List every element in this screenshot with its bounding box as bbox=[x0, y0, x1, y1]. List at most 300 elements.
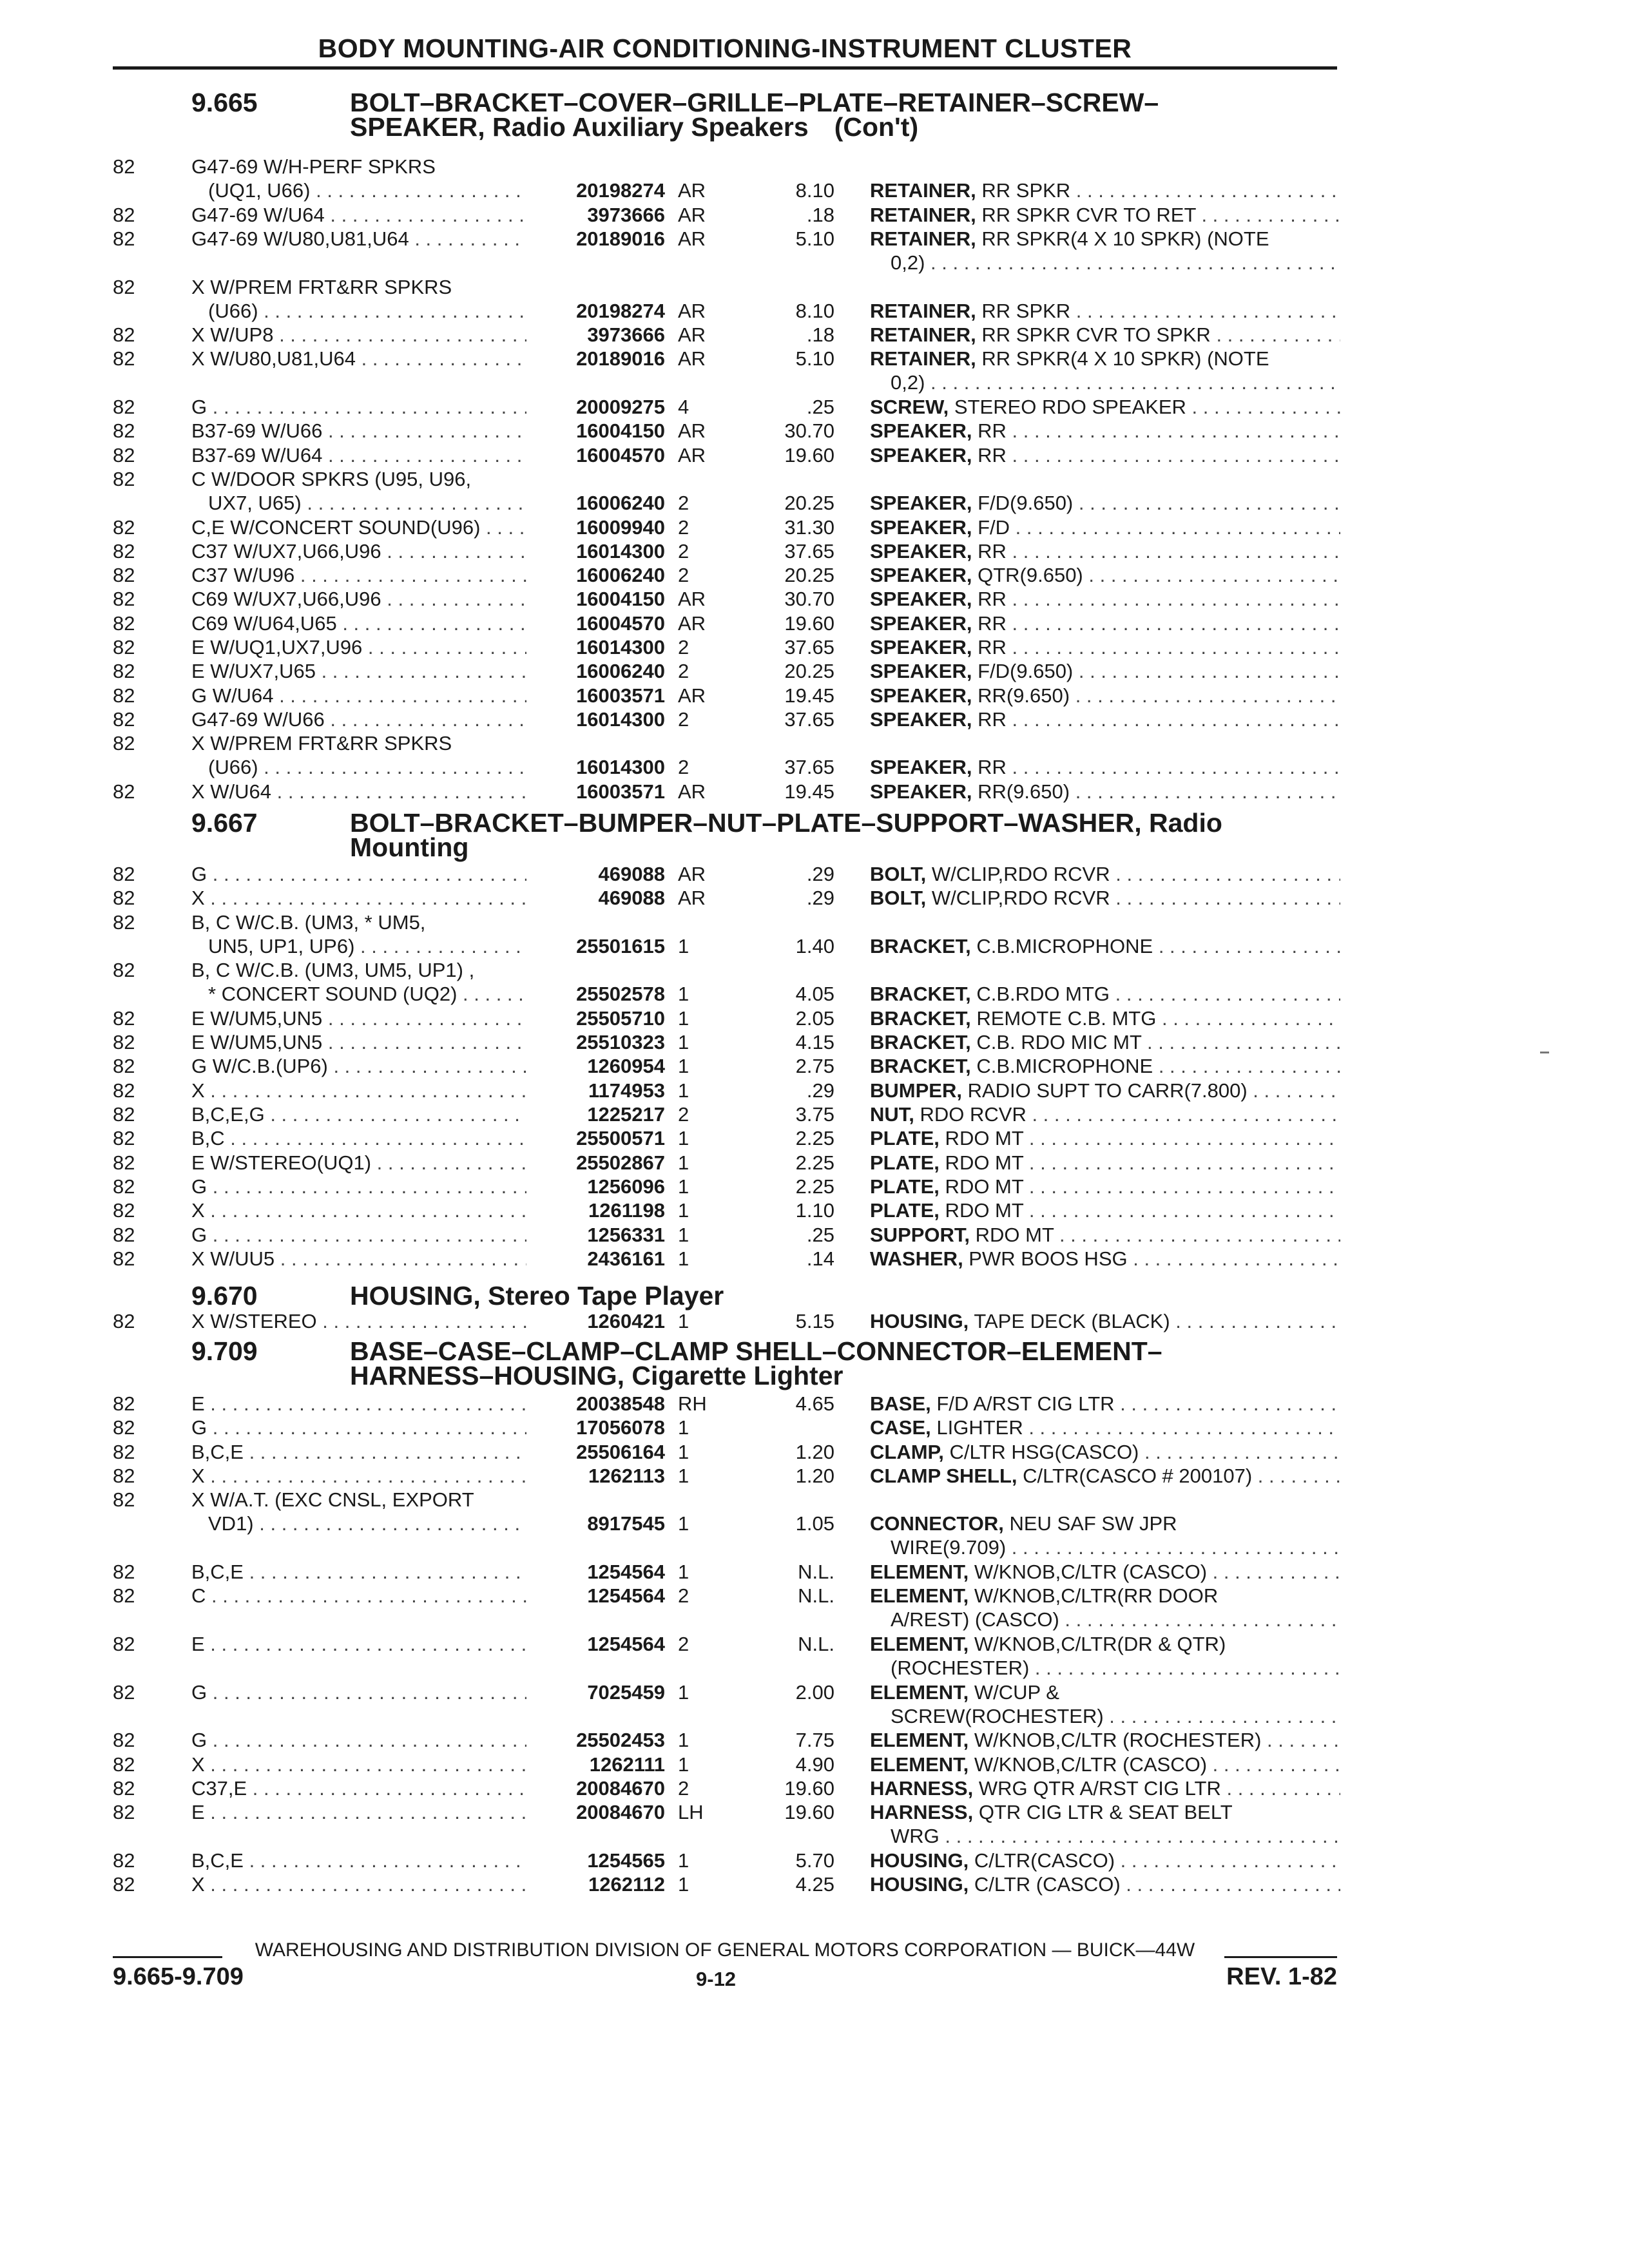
part-description bbox=[870, 611, 1340, 635]
description-line: HARNESS, WRG QTR A/RST CIG LTR . . . bbox=[870, 1776, 1340, 1800]
model-year: 82 bbox=[113, 611, 135, 635]
model-application bbox=[191, 1030, 526, 1054]
model-application bbox=[191, 731, 526, 779]
model-line: X W/STEREO . . . bbox=[191, 1309, 526, 1333]
description-line: WASHER, PWR BOOS HSG . . . bbox=[870, 1247, 1340, 1271]
description-line: SPEAKER, RR . . . bbox=[870, 539, 1340, 563]
section-title bbox=[350, 1281, 1445, 1311]
quantity: 1 bbox=[678, 1729, 689, 1752]
description-line: SCREW(ROCHESTER) . . . bbox=[870, 1704, 1340, 1728]
model-year: 82 bbox=[113, 443, 135, 466]
description-line: HARNESS, QTR CIG LTR & SEAT BELT bbox=[870, 1801, 1233, 1824]
model-application bbox=[191, 910, 526, 958]
description-line: CONNECTOR, NEU SAF SW JPR bbox=[870, 1512, 1177, 1535]
model-application bbox=[191, 203, 526, 227]
model-line: * CONCERT SOUND (UQ2) . . . bbox=[191, 982, 526, 1006]
list-price: 2.75 bbox=[795, 1055, 834, 1078]
description-line: CLAMP SHELL, C/LTR(CASCO # 200107) . . . bbox=[870, 1464, 1340, 1488]
model-year: 82 bbox=[113, 515, 135, 539]
description-line: BUMPER, RADIO SUPT TO CARR(7.800) . . . bbox=[870, 1079, 1340, 1102]
model-line: B37-69 W/U66 . . . bbox=[191, 419, 526, 443]
model-application bbox=[191, 958, 526, 1006]
model-line: G . . . bbox=[191, 1175, 526, 1198]
model-line: G47-69 W/H-PERF SPKRS bbox=[191, 155, 436, 178]
model-line: B, C W/C.B. (UM3, * UM5, bbox=[191, 910, 426, 934]
model-year: 82 bbox=[113, 1310, 135, 1332]
model-year: 82 bbox=[113, 1031, 135, 1054]
section-continued-label: (Con't) bbox=[834, 112, 919, 142]
model-year: 82 bbox=[113, 732, 135, 755]
model-year: 82 bbox=[113, 564, 135, 587]
model-line: C W/DOOR SPKRS (U95, U96, bbox=[191, 467, 472, 490]
part-description bbox=[870, 1416, 1340, 1439]
list-price: N.L. bbox=[798, 1561, 834, 1584]
model-application bbox=[191, 1223, 526, 1247]
part-description bbox=[870, 635, 1340, 659]
description-line: SPEAKER, RR . . . bbox=[870, 587, 1340, 611]
quantity: 1 bbox=[678, 1006, 689, 1030]
part-number: 16014300 bbox=[576, 707, 665, 731]
quantity: 1 bbox=[678, 1127, 689, 1150]
part-name: RETAINER, bbox=[870, 323, 976, 347]
quantity: 2 bbox=[678, 1584, 689, 1608]
list-price: 20.25 bbox=[784, 492, 834, 515]
model-line: E W/UQ1,UX7,U96 . . . bbox=[191, 635, 526, 659]
quantity: 1 bbox=[678, 1464, 689, 1487]
part-number: 1256331 bbox=[587, 1223, 665, 1246]
model-year: 82 bbox=[113, 1006, 135, 1030]
description-line: ELEMENT, W/CUP & bbox=[870, 1680, 1059, 1704]
model-line: G . . . bbox=[191, 1223, 526, 1247]
part-number: 1261198 bbox=[588, 1199, 665, 1222]
quantity: AR bbox=[678, 203, 706, 226]
part-description bbox=[870, 1800, 1340, 1848]
quantity: AR bbox=[678, 227, 706, 250]
description-line: BOLT, W/CLIP,RDO RCVR . . . bbox=[870, 886, 1340, 910]
model-application bbox=[191, 1126, 526, 1150]
part-name: RETAINER, bbox=[870, 227, 976, 250]
model-application bbox=[191, 539, 526, 563]
footer-section-range: 9.665-9.709 bbox=[113, 1963, 244, 1990]
model-application bbox=[191, 1175, 526, 1198]
part-description bbox=[870, 347, 1340, 394]
part-number: 20198274 bbox=[576, 179, 665, 202]
footer-page-number: 9-12 bbox=[696, 1968, 737, 1990]
model-year: 82 bbox=[113, 1873, 135, 1896]
description-line: BASE, F/D A/RST CIG LTR . . . bbox=[870, 1392, 1340, 1416]
model-year: 82 bbox=[113, 1199, 135, 1222]
section-number: 9.709 bbox=[191, 1336, 258, 1366]
quantity: AR bbox=[678, 323, 706, 347]
model-application bbox=[191, 395, 526, 419]
description-line: HOUSING, TAPE DECK (BLACK) . . . bbox=[870, 1309, 1340, 1333]
description-line: RETAINER, RR SPKR . . . bbox=[870, 299, 1340, 323]
part-number: 25501615 bbox=[576, 934, 665, 957]
quantity: 1 bbox=[678, 1512, 689, 1535]
model-line: X W/PREM FRT&RR SPKRS bbox=[191, 732, 452, 755]
model-line: B,C,E . . . bbox=[191, 1849, 526, 1872]
quantity: 1 bbox=[678, 1223, 689, 1246]
model-year: 82 bbox=[113, 1223, 135, 1246]
part-number: 25506164 bbox=[576, 1440, 665, 1463]
list-price: 4.25 bbox=[795, 1873, 834, 1896]
model-line: UN5, UP1, UP6) . . . bbox=[191, 934, 526, 958]
model-year: 82 bbox=[113, 1440, 135, 1463]
description-line: SPEAKER, F/D . . . bbox=[870, 515, 1340, 539]
part-description bbox=[870, 1464, 1340, 1488]
part-name: SPEAKER, bbox=[870, 707, 972, 731]
section-title-line: BOLT–BRACKET–COVER–GRILLE–PLATE–RETAINER–SCREW– bbox=[350, 88, 1159, 117]
part-name: BRACKET, bbox=[870, 1031, 971, 1054]
part-name: ELEMENT, bbox=[870, 1561, 969, 1584]
list-price: 19.45 bbox=[784, 780, 834, 803]
model-line: X W/UU5 . . . bbox=[191, 1247, 526, 1271]
part-description bbox=[870, 1632, 1340, 1680]
model-application bbox=[191, 1151, 526, 1175]
model-application bbox=[191, 1776, 526, 1800]
part-number: 1174953 bbox=[588, 1079, 665, 1102]
list-price: 37.65 bbox=[784, 756, 834, 779]
model-line: (U66) . . . bbox=[191, 755, 526, 779]
model-line: X W/PREM FRT&RR SPKRS bbox=[191, 275, 452, 298]
model-year: 82 bbox=[113, 347, 135, 370]
list-price: 19.60 bbox=[784, 443, 834, 466]
description-line: ELEMENT, W/KNOB,C/LTR (CASCO) . . . bbox=[870, 1753, 1340, 1776]
model-year: 82 bbox=[113, 660, 135, 683]
model-application bbox=[191, 862, 526, 886]
part-number: 1225217 bbox=[587, 1103, 665, 1126]
part-description bbox=[870, 1175, 1340, 1198]
part-name: BRACKET, bbox=[870, 1055, 971, 1078]
model-year: 82 bbox=[113, 1151, 135, 1174]
model-application bbox=[191, 635, 526, 659]
model-year: 82 bbox=[113, 636, 135, 658]
quantity: 1 bbox=[678, 1440, 689, 1463]
list-price: 37.65 bbox=[784, 636, 834, 658]
model-application bbox=[191, 587, 526, 611]
part-description bbox=[870, 1849, 1340, 1872]
model-line: E W/UM5,UN5 . . . bbox=[191, 1030, 526, 1054]
part-description bbox=[870, 755, 1340, 779]
list-price: .18 bbox=[806, 323, 834, 347]
model-application bbox=[191, 1006, 526, 1030]
part-name: HOUSING, bbox=[870, 1873, 969, 1896]
description-line: PLATE, RDO MT . . . bbox=[870, 1151, 1340, 1175]
part-number: 16006240 bbox=[576, 564, 665, 587]
part-description bbox=[870, 491, 1340, 515]
model-year: 82 bbox=[113, 467, 135, 490]
description-line: WRG . . . bbox=[870, 1824, 1340, 1848]
model-application bbox=[191, 1680, 526, 1704]
list-price: 8.10 bbox=[795, 179, 834, 202]
stray-mark bbox=[1540, 1052, 1549, 1053]
part-name: RETAINER, bbox=[870, 203, 976, 226]
quantity: 2 bbox=[678, 1103, 689, 1126]
model-year: 82 bbox=[113, 1584, 135, 1608]
description-line: 0,2) . . . bbox=[870, 251, 1340, 274]
model-year: 82 bbox=[113, 1392, 135, 1415]
part-name: SPEAKER, bbox=[870, 492, 972, 515]
list-price: 4.65 bbox=[795, 1392, 834, 1415]
quantity: 2 bbox=[678, 492, 689, 515]
footer-revision: REV. 1-82 bbox=[1226, 1963, 1337, 1990]
part-name: SPEAKER, bbox=[870, 539, 972, 562]
model-line: X . . . bbox=[191, 1753, 526, 1776]
model-line: E W/UM5,UN5 . . . bbox=[191, 1006, 526, 1030]
list-price: 20.25 bbox=[784, 660, 834, 683]
list-price: 5.15 bbox=[795, 1310, 834, 1332]
list-price: 3.75 bbox=[795, 1103, 834, 1126]
part-name: BRACKET, bbox=[870, 983, 971, 1006]
model-year: 82 bbox=[113, 155, 135, 178]
list-price: N.L. bbox=[798, 1633, 834, 1655]
model-year: 82 bbox=[113, 707, 135, 731]
part-number: 16004570 bbox=[576, 611, 665, 635]
part-description bbox=[870, 1440, 1340, 1464]
quantity: 1 bbox=[678, 1031, 689, 1054]
model-year: 82 bbox=[113, 588, 135, 611]
description-line: SPEAKER, QTR(9.650) . . . bbox=[870, 563, 1340, 587]
model-line: X . . . bbox=[191, 1079, 526, 1102]
part-number: 25500571 bbox=[576, 1127, 665, 1150]
list-price: 2.00 bbox=[795, 1680, 834, 1704]
model-year: 82 bbox=[113, 1127, 135, 1150]
part-number: 8917545 bbox=[587, 1512, 665, 1535]
description-line: SUPPORT, RDO MT . . . bbox=[870, 1223, 1340, 1247]
quantity: 2 bbox=[678, 756, 689, 779]
quantity: 1 bbox=[678, 1680, 689, 1704]
quantity: 1 bbox=[678, 1247, 689, 1270]
list-price: .29 bbox=[806, 887, 834, 910]
model-year: 82 bbox=[113, 396, 135, 418]
model-year: 82 bbox=[113, 539, 135, 562]
part-name: ELEMENT, bbox=[870, 1753, 969, 1776]
part-number: 16006240 bbox=[576, 492, 665, 515]
quantity: 2 bbox=[678, 1776, 689, 1800]
part-number: 1256096 bbox=[587, 1175, 665, 1198]
model-year: 82 bbox=[113, 863, 135, 885]
list-price: 1.10 bbox=[795, 1199, 834, 1222]
section-number: 9.670 bbox=[191, 1281, 258, 1311]
page-header-title: BODY MOUNTING-AIR CONDITIONING-INSTRUMENT CLUSTER bbox=[318, 34, 1132, 63]
quantity: 1 bbox=[678, 1416, 689, 1439]
model-line: E . . . bbox=[191, 1632, 526, 1656]
model-line: X . . . bbox=[191, 1872, 526, 1896]
description-line: 0,2) . . . bbox=[870, 370, 1340, 394]
quantity: AR bbox=[678, 347, 706, 370]
list-price: 1.05 bbox=[795, 1512, 834, 1535]
model-line: G47-69 W/U66 . . . bbox=[191, 707, 526, 731]
list-price: N.L. bbox=[798, 1584, 834, 1608]
part-name: NUT, bbox=[870, 1103, 914, 1126]
quantity: 1 bbox=[678, 983, 689, 1006]
section-number: 9.667 bbox=[191, 808, 258, 838]
model-year: 82 bbox=[113, 1849, 135, 1872]
model-line: C37 W/UX7,U66,U96 . . . bbox=[191, 539, 526, 563]
model-application bbox=[191, 1632, 526, 1656]
model-year: 82 bbox=[113, 1488, 135, 1512]
part-number: 3973666 bbox=[587, 203, 665, 226]
list-price: 31.30 bbox=[784, 515, 834, 539]
part-number: 20084670 bbox=[576, 1776, 665, 1800]
model-line: C,E W/CONCERT SOUND(U96) . . . bbox=[191, 515, 526, 539]
model-line: B,C,E,G . . . bbox=[191, 1102, 526, 1126]
part-name: HOUSING, bbox=[870, 1849, 969, 1872]
footer-division-text: WAREHOUSING AND DISTRIBUTION DIVISION OF GENERAL MOTORS CORPORATION — BUICK—44W bbox=[255, 1939, 1195, 1961]
part-description bbox=[870, 395, 1340, 419]
part-name: BUMPER, bbox=[870, 1079, 962, 1102]
model-year: 82 bbox=[113, 1801, 135, 1824]
description-line: RETAINER, RR SPKR(4 X 10 SPKR) (NOTE bbox=[870, 227, 1269, 250]
model-year: 82 bbox=[113, 275, 135, 298]
model-application bbox=[191, 1488, 526, 1535]
model-application bbox=[191, 1416, 526, 1439]
model-line: E W/UX7,U65 . . . bbox=[191, 659, 526, 683]
part-name: BOLT, bbox=[870, 887, 927, 910]
model-line: X . . . bbox=[191, 1198, 526, 1222]
section-title-line: BOLT–BRACKET–BUMPER–NUT–PLATE–SUPPORT–WASHER, Radio bbox=[350, 808, 1222, 838]
part-name: ELEMENT, bbox=[870, 1633, 969, 1655]
model-line: C . . . bbox=[191, 1584, 526, 1608]
part-description bbox=[870, 1079, 1340, 1102]
model-application bbox=[191, 611, 526, 635]
part-description bbox=[870, 1776, 1340, 1800]
model-application bbox=[191, 227, 526, 251]
model-application bbox=[191, 1247, 526, 1271]
description-line: SPEAKER, F/D(9.650) . . . bbox=[870, 659, 1340, 683]
quantity: AR bbox=[678, 611, 706, 635]
part-description bbox=[870, 178, 1340, 202]
model-year: 82 bbox=[113, 1103, 135, 1126]
part-number: 25510323 bbox=[576, 1031, 665, 1054]
description-line: BRACKET, C.B.MICROPHONE . . . bbox=[870, 934, 1340, 958]
description-line: HOUSING, C/LTR (CASCO) . . . bbox=[870, 1872, 1340, 1896]
list-price: 37.65 bbox=[784, 707, 834, 731]
model-application bbox=[191, 1102, 526, 1126]
model-application bbox=[191, 659, 526, 683]
part-number: 3973666 bbox=[587, 323, 665, 347]
part-number: 17056078 bbox=[576, 1416, 665, 1439]
part-number: 25502453 bbox=[576, 1729, 665, 1752]
quantity: 1 bbox=[678, 1055, 689, 1078]
section-number: 9.665 bbox=[191, 88, 258, 117]
model-application bbox=[191, 347, 526, 370]
description-line: RETAINER, RR SPKR CVR TO RET . . . bbox=[870, 203, 1340, 227]
list-price: 5.10 bbox=[795, 347, 834, 370]
part-number: 25502867 bbox=[576, 1151, 665, 1174]
model-line: B37-69 W/U64 . . . bbox=[191, 443, 526, 467]
model-year: 82 bbox=[113, 959, 135, 982]
part-number: 1254564 bbox=[587, 1633, 665, 1655]
section-title-line: BASE–CASE–CLAMP–CLAMP SHELL–CONNECTOR–ELEMENT– bbox=[350, 1336, 1162, 1366]
part-name: PLATE, bbox=[870, 1151, 940, 1174]
part-description bbox=[870, 1151, 1340, 1175]
part-name: BRACKET, bbox=[870, 1006, 971, 1030]
description-line: HOUSING, C/LTR(CASCO) . . . bbox=[870, 1849, 1340, 1872]
model-year: 82 bbox=[113, 203, 135, 226]
part-name: SPEAKER, bbox=[870, 780, 972, 803]
quantity: 1 bbox=[678, 1849, 689, 1872]
list-price: .18 bbox=[806, 203, 834, 226]
part-name: SPEAKER, bbox=[870, 684, 972, 707]
part-name: PLATE, bbox=[870, 1175, 940, 1198]
part-description bbox=[870, 1512, 1340, 1559]
part-description bbox=[870, 659, 1340, 683]
part-description bbox=[870, 1006, 1340, 1030]
model-application bbox=[191, 1800, 526, 1824]
part-name: SPEAKER, bbox=[870, 660, 972, 683]
part-description bbox=[870, 1584, 1340, 1631]
part-number: 1262113 bbox=[588, 1464, 665, 1487]
description-line: PLATE, RDO MT . . . bbox=[870, 1175, 1340, 1198]
list-price: 37.65 bbox=[784, 539, 834, 562]
part-name: CLAMP, bbox=[870, 1440, 944, 1463]
part-description bbox=[870, 1680, 1340, 1728]
model-line: X . . . bbox=[191, 1464, 526, 1488]
part-name: BRACKET, bbox=[870, 934, 971, 957]
quantity: AR bbox=[678, 588, 706, 611]
model-application bbox=[191, 467, 526, 515]
part-description bbox=[870, 515, 1340, 539]
part-description bbox=[870, 862, 1340, 886]
model-year: 82 bbox=[113, 323, 135, 347]
model-year: 82 bbox=[113, 1680, 135, 1704]
model-application bbox=[191, 1054, 526, 1078]
list-price: 2.05 bbox=[795, 1006, 834, 1030]
part-description bbox=[870, 539, 1340, 563]
description-line: SPEAKER, RR . . . bbox=[870, 755, 1340, 779]
model-year: 82 bbox=[113, 1776, 135, 1800]
part-number: 2436161 bbox=[587, 1247, 665, 1270]
part-description bbox=[870, 982, 1340, 1006]
part-name: CASE, bbox=[870, 1416, 931, 1439]
model-line: C37 W/U96 . . . bbox=[191, 563, 526, 587]
description-line: BOLT, W/CLIP,RDO RCVR . . . bbox=[870, 862, 1340, 886]
quantity: LH bbox=[678, 1801, 704, 1824]
description-line: ELEMENT, W/KNOB,C/LTR(DR & QTR) bbox=[870, 1633, 1226, 1655]
list-price: 5.70 bbox=[795, 1849, 834, 1872]
description-line: BRACKET, C.B.RDO MTG . . . bbox=[870, 982, 1340, 1006]
quantity: 1 bbox=[678, 934, 689, 957]
model-application bbox=[191, 1849, 526, 1872]
part-description bbox=[870, 563, 1340, 587]
model-year: 82 bbox=[113, 419, 135, 443]
part-name: ELEMENT, bbox=[870, 1584, 969, 1608]
model-year: 82 bbox=[113, 887, 135, 910]
list-price: 2.25 bbox=[795, 1127, 834, 1150]
part-name: RETAINER, bbox=[870, 299, 976, 322]
part-number: 1260421 bbox=[587, 1310, 665, 1332]
description-line: A/REST) (CASCO) . . . bbox=[870, 1608, 1340, 1631]
model-line: (UQ1, U66) . . . bbox=[191, 178, 526, 202]
description-line: (ROCHESTER) . . . bbox=[870, 1656, 1340, 1680]
part-description bbox=[870, 886, 1340, 910]
model-year: 82 bbox=[113, 1416, 135, 1439]
model-application bbox=[191, 1392, 526, 1416]
part-number: 20189016 bbox=[576, 227, 665, 250]
model-line: C37,E . . . bbox=[191, 1776, 526, 1800]
list-price: 4.15 bbox=[795, 1031, 834, 1054]
model-application bbox=[191, 515, 526, 539]
model-line: (U66) . . . bbox=[191, 299, 526, 323]
model-year: 82 bbox=[113, 1561, 135, 1584]
description-line: SPEAKER, RR(9.650) . . . bbox=[870, 780, 1340, 803]
part-number: 469088 bbox=[598, 887, 665, 910]
part-number: 25505710 bbox=[576, 1006, 665, 1030]
description-line: BRACKET, REMOTE C.B. MTG . . . bbox=[870, 1006, 1340, 1030]
model-line: B,C . . . bbox=[191, 1126, 526, 1150]
part-name: HARNESS, bbox=[870, 1776, 974, 1800]
